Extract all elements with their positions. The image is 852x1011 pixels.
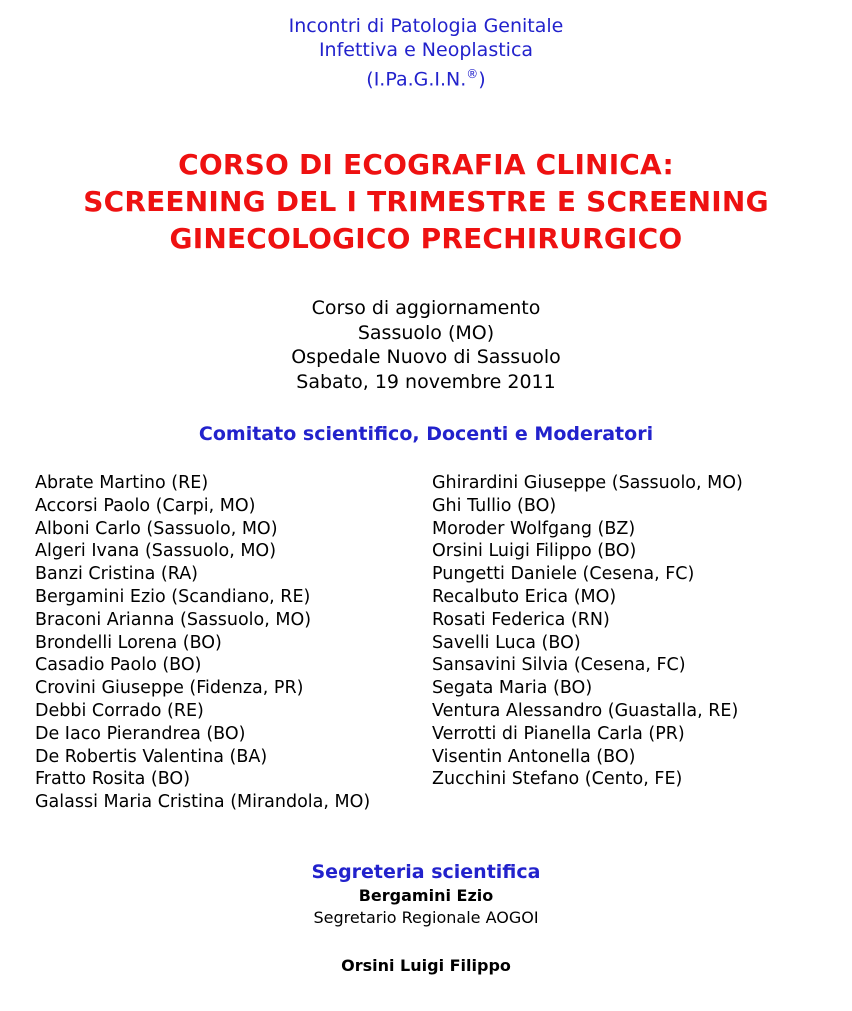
organization-header [0, 14, 852, 91]
list-item: Zucchini Stefano (Cento, FE) [432, 769, 683, 790]
event-type: Corso di aggiornamento [311, 297, 541, 319]
committee-list-right [432, 472, 743, 791]
list-item: Accorsi Paolo (Carpi, MO) [35, 495, 256, 516]
list-item: Pungetti Daniele (Cesena, FC) [432, 564, 695, 585]
secretariat-name-2: Orsini Luigi Filippo [341, 956, 511, 975]
list-item: Segata Maria (BO) [432, 678, 593, 699]
list-item: De Iaco Pierandrea (BO) [35, 723, 246, 744]
org-abbreviation: (I.Pa.G.I.N.®) [366, 67, 486, 91]
list-item: Rosati Federica (RN) [432, 609, 610, 630]
list-item: Algeri Ivana (Sassuolo, MO) [35, 541, 277, 562]
list-item: Ghi Tullio (BO) [432, 495, 557, 516]
committee-list-left [35, 472, 370, 814]
list-item: Brondelli Lorena (BO) [35, 632, 222, 653]
registered-mark: ® [466, 67, 479, 81]
list-item: Casadio Paolo (BO) [35, 655, 202, 676]
list-item: Savelli Luca (BO) [432, 632, 581, 653]
list-item: Alboni Carlo (Sassuolo, MO) [35, 518, 278, 539]
list-item: Braconi Arianna (Sassuolo, MO) [35, 609, 312, 630]
event-venue: Ospedale Nuovo di Sassuolo [291, 346, 561, 368]
title-line-2: SCREENING DEL I TRIMESTRE E SCREENING [83, 185, 769, 218]
list-item: Galassi Maria Cristina (Mirandola, MO) [35, 792, 371, 813]
list-item: Orsini Luigi Filippo (BO) [432, 541, 637, 562]
list-item: Crovini Giuseppe (Fidenza, PR) [35, 678, 304, 699]
list-item: Banzi Cristina (RA) [35, 564, 199, 585]
org-line-1: Incontri di Patologia Genitale [288, 15, 564, 37]
list-item: Abrate Martino (RE) [35, 473, 209, 493]
list-item: Moroder Wolfgang (BZ) [432, 518, 636, 539]
secretariat-heading: Segreteria scientifica [311, 861, 541, 883]
list-item: Sansavini Silvia (Cesena, FC) [432, 655, 686, 676]
secretariat-name-1: Bergamini Ezio [358, 886, 494, 905]
event-info [0, 296, 852, 394]
secretariat-role-1: Segretario Regionale AOGOI [313, 908, 539, 927]
list-item: Ghirardini Giuseppe (Sassuolo, MO) [432, 473, 743, 493]
list-item: Verrotti di Pianella Carla (PR) [432, 723, 685, 744]
title-line-3: GINECOLOGICO PRECHIRURGICO [169, 222, 683, 255]
list-item: Visentin Antonella (BO) [432, 746, 636, 767]
event-city: Sassuolo (MO) [357, 321, 495, 344]
course-title [0, 146, 852, 257]
org-line-2: Infettiva e Neoplastica [318, 39, 534, 61]
event-date: Sabato, 19 novembre 2011 [296, 370, 556, 393]
list-item: Ventura Alessandro (Guastalla, RE) [432, 700, 739, 721]
list-item: De Robertis Valentina (BA) [35, 746, 268, 767]
title-line-1: CORSO DI ECOGRAFIA CLINICA: [178, 148, 674, 181]
list-item: Recalbuto Erica (MO) [432, 586, 617, 607]
list-item: Fratto Rosita (BO) [35, 769, 191, 790]
committee-heading: Comitato scientifico, Docenti e Moderatori [198, 423, 654, 445]
list-item: Debbi Corrado (RE) [35, 700, 204, 721]
list-item: Bergamini Ezio (Scandiano, RE) [35, 586, 311, 607]
